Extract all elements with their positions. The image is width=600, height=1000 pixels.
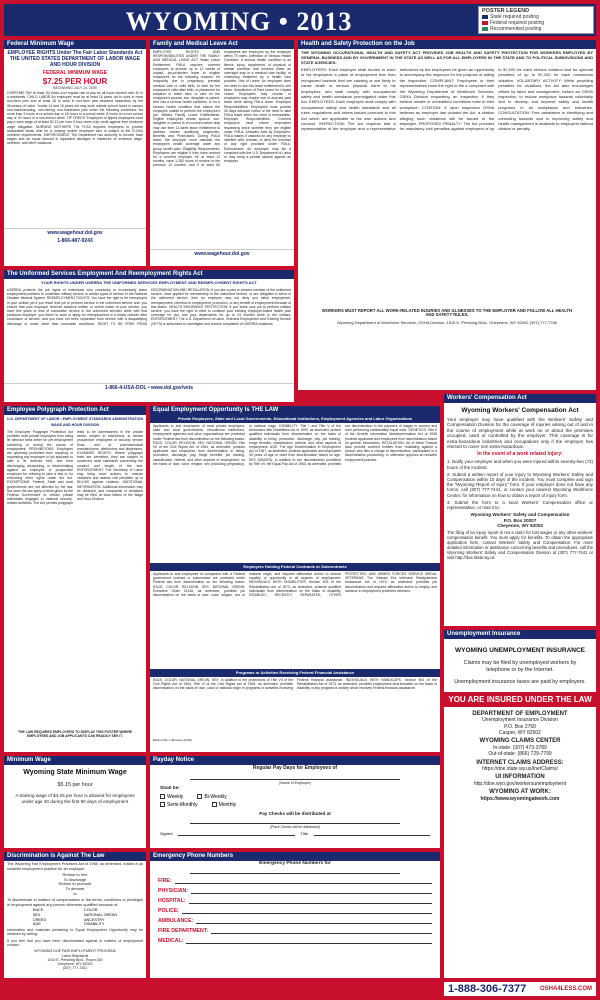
emergency-field-police[interactable] <box>150 906 440 916</box>
contact-line: 1510 E. Pershing Blvd., Room 150 <box>47 957 103 962</box>
field-label: POLICE: <box>158 908 180 915</box>
disc-action: To demote <box>65 885 85 891</box>
payday-heading: Regular Pay Days for Employees of <box>252 765 338 771</box>
unemployment-title: WYOMING UNEMPLOYMENT INSURANCE <box>455 647 585 654</box>
polygraph-panel <box>4 406 146 752</box>
panel-heading: YOUR RIGHTS UNDER USERRA THE UNIFORMED SERVICES EMPLOYMENT AND REEMPLOYMENT RIGHTS ACT <box>41 280 257 285</box>
wyoming-at-work <box>444 788 596 803</box>
contact-line: WYOMING DOE FAIR EMPLOYMENT PROGRAM <box>34 949 116 954</box>
field-label: FIRE DEPARTMENT: <box>158 928 209 935</box>
payday-option[interactable] <box>212 802 237 808</box>
legend-swatch <box>482 27 488 31</box>
disc-intro: The Wyoming Fair Employment Practices Act of 1965, as amended, makes it an unlawful employment practice for an employer: <box>7 862 143 871</box>
payday-panel <box>150 756 440 848</box>
vets-contact: 1-866-4-USA-DOL • www.dol.gov/vets <box>4 383 294 392</box>
emergency-field-fire-dept[interactable] <box>150 926 440 936</box>
fed-min-wage-date: BEGINNING JULY 24, 2009 <box>53 86 97 90</box>
panel-title: Emergency Phone Numbers <box>150 852 440 861</box>
checkbox-icon[interactable] <box>160 802 165 807</box>
eeo-federal-heading: Programs or Activities Receiving Federal Financial Assistance <box>150 669 440 677</box>
eeo-panel <box>150 406 440 752</box>
panel-heading: U.S. DEPARTMENT OF LABOR • EMPLOYMENT STANDARDS ADMINISTRATION WAGE AND HOUR DIVISION <box>6 417 144 427</box>
payday-option-label: Semi-Monthly <box>167 801 198 808</box>
disc-basis: AGE <box>32 922 41 927</box>
footer-brand: OSHA4LESS.COM <box>539 986 592 992</box>
signed-label: Signed <box>160 831 173 837</box>
field-line[interactable] <box>191 888 432 894</box>
title-label: Title <box>300 831 308 837</box>
field-line[interactable] <box>211 928 432 934</box>
ui-info <box>444 773 596 788</box>
work-url: https://www.wyomingatwork.com <box>480 795 560 802</box>
workers-comp-title: Wyoming Workers' Compensation Act <box>461 407 579 414</box>
footer-bar <box>4 982 440 996</box>
panel-body: EMPLOYEE RIGHTS AND RESPONSIBILITIES UNDER THE FAMILY AND MEDICAL LEAVE ACT. Basic Leave Entitlement: FMLA requires covered employers to provide up to 12 weeks of unpaid, job-protected leave to eligible employees for the following reasons: for incapacity due to pregnancy, prenatal medical care or child birth; to care for the employee's child after birth, or placement for adoption or foster care; to care for the employee's spouse, son, daughter or parent, who has a serious health condition; or for a serious health condition that makes the employee unable to perform the employee's job. Military Family Leave Entitlements: Eligible employees whose spouse, son, daughter or parent is on covered active duty may use their 12-week leave entitlement to address certain qualifying exigencies. Benefits and Protections: During FMLA leave, the employer must maintain the employee's health coverage under any group health plan. Eligibility Requirements: Employees are eligible if they have worked for a covered employer for at least 12 months, have 1,250 hours of service in the previous 12 months, and if at least 50 employees are employed by the employer within 75 miles. Definition of Serious Health Condition: A serious health condition is an illness, injury, impairment, or physical or mental condition that involves either an overnight stay in a medical care facility, or continuing treatment by a health care provider. Use of Leave: An employee does not need to use this leave entitlement in one block. Substitution of Paid Leave for Unpaid Leave: Employees may choose or employers may require use of accrued paid leave while taking FMLA leave. Employee Responsibilities: Employees must provide 30 days advance notice of the need to take FMLA leave when the need is foreseeable. Employer Responsibilities: Covered employers must inform employees requesting leave whether they are eligible under FMLA. Unlawful Acts by Employers: FMLA makes it unlawful for any employer to interfere with, restrain, or deny the exercise of any right provided under FMLA. Enforcement: An employee may file a complaint with the U.S. Department of Labor or may bring a private lawsuit against an employer. <box>153 50 291 168</box>
contact-line: Labor Standards <box>61 953 89 958</box>
field-label: HOSPITAL: <box>158 898 186 905</box>
panel-heading: EMPLOYEE RIGHTS Under The Fair Labor Standards Act THE UNITED STATES DEPARTMENT OF LABOR WAGE AND HOUR DIVISION <box>7 50 143 68</box>
address-line: P.O. Box 20207 <box>503 517 537 523</box>
fmla-panel <box>150 40 294 266</box>
ui-info-label: UI INFORMATION <box>495 774 545 781</box>
disc-bases-right <box>84 908 117 926</box>
discrimination-panel <box>4 852 146 978</box>
dol-phone: 1-866-487-9243 <box>57 238 93 244</box>
payday-close: Pay Checks will be distributed at <box>259 810 331 816</box>
payday-option[interactable] <box>160 802 198 808</box>
eeo-footer: EEOC-P/E-1 (Revised 11/09) <box>153 738 192 742</box>
emergency-field-fire[interactable] <box>150 876 440 886</box>
panel-title: Discrimination is Against The Law <box>4 852 146 861</box>
internet-claims <box>444 759 596 774</box>
contact-line: Cheyenne, WY 82002 <box>57 961 93 966</box>
eeo-contractors-heading: Employers Holding Federal Contracts or Subcontracts <box>150 563 440 571</box>
panel-title: Employee Polygraph Protection Act <box>4 406 146 415</box>
panel-title: Health and Safety Protection on the Job <box>298 40 596 49</box>
emergency-field-medical[interactable] <box>150 936 440 946</box>
fed-min-wage-sub: FEDERAL MINIMUM WAGE <box>42 70 108 76</box>
emergency-panel <box>150 852 440 978</box>
dept-line: Unemployment Insurance Division <box>482 717 558 724</box>
claims-center-name: WYOMING CLAIMS CENTER <box>479 738 561 745</box>
disc-bases <box>4 908 146 926</box>
field-line[interactable] <box>182 908 432 914</box>
payday-close-sub: (Place Checks will be distributed) <box>270 824 320 829</box>
address-line: Wyoming Workers' Safety and Compensation <box>470 512 570 518</box>
legend-label: State required posting <box>490 14 539 20</box>
dept-line: P.O. Box 2760 <box>504 723 536 730</box>
disc-basis: NATIONAL ORIGIN <box>83 912 118 917</box>
disc-action: To discharge <box>63 876 87 882</box>
field-label: AMBULANCE: <box>158 918 194 925</box>
legend-swatch <box>482 21 488 25</box>
field-line[interactable] <box>175 878 432 884</box>
emergency-field-ambulance[interactable] <box>150 916 440 926</box>
checkbox-icon[interactable] <box>160 794 165 799</box>
poster-title: WYOMING • 2013 <box>125 7 353 36</box>
disc-mid: To discriminate in matters of compensation or the terms, conditions or privileges of employment against any person otherwise qualified because of: <box>7 898 143 907</box>
claims-phone: Out-of-state: (866) 729-7799 <box>488 751 552 758</box>
panel-body: The Employee Polygraph Protection Act prohibits most private employers from using lie detector tests either for pre-employment screening or during the course of employment. PROHIBITIONS: Employers are generally prohibited from requiring or requesting any employee or job applicant to take a lie detector test, and from discharging, disciplining, or discriminating against an employee or prospective employee for refusing to take a test or for exercising other rights under the Act. EXEMPTIONS: Federal, State and local governments are not affected by the law. Nor does the law apply to tests given by the Federal Government to certain private individuals engaged in national security-related activities. The Act permits polygraph tests to be administered in the private sector, subject to restrictions, to certain prospective employees of security service firms, and of pharmaceutical manufacturers, distributors and dispensers. EXAMINEE RIGHTS: Where polygraph tests are permitted, they are subject to numerous strict standards concerning the conduct and length of the test. ENFORCEMENT: The Secretary of Labor may bring court actions to restrain violations and assess civil penalties up to $10,000 against violators. ADDITIONAL INFORMATION: Additional information may be obtained, and complaints of violations may be filed, at local offices of the Wage and Hour Division. <box>7 430 143 506</box>
panel-body: USERRA protects the job rights of individuals who voluntarily or involuntarily leave employment positions to undertake military service or certain types of service in the National Disaster Medical System. REEMPLOYMENT RIGHTS: You have the right to be reemployed in your civilian job if you leave that job to perform service in the uniformed service and: you ensure that your employer receives advance written or verbal notice of your service; you have five years or less of cumulative service in the uniformed services while with that particular employer; you return to work or apply for reemployment in a timely manner after conclusion of service; and you have not been separated from service with a disqualifying discharge or under other than honorable conditions. RIGHT TO BE FREE FROM DISCRIMINATION AND RETALIATION: If you are a past or present member of the uniformed service, have applied for membership in the uniformed service, or are obligated to serve in the uniformed service, then an employer may not deny you initial employment, reemployment, retention in employment, promotion, or any benefit of employment because of this status. HEALTH INSURANCE PROTECTION: If you leave your job to perform military service, you have the right to elect to continue your existing employer-based health plan coverage for you and your dependents for up to 24 months while in the military. ENFORCEMENT: The U.S. Department of Labor, Veterans Employment and Training Service (VETS) is authorized to investigate and resolve complaints of USERRA violations. <box>7 288 291 326</box>
unemployment-claims: Claims may be filed by unemployed workers by telephone or by the Internet. <box>463 660 577 673</box>
payday-option[interactable] <box>197 794 226 800</box>
signed-line[interactable] <box>178 831 294 836</box>
address-line: Cheyenne, WY 82002 <box>497 523 543 529</box>
emergency-for-line[interactable] <box>190 869 400 874</box>
legend-swatch <box>482 15 488 19</box>
disc-contact <box>4 948 146 971</box>
eeo-heading: Private Employers, State and Local Governments, Educational Institutions, Employment Agencies and Labor Organizations <box>150 415 440 423</box>
dept-name: DEPARTMENT OF EMPLOYMENT <box>472 710 568 717</box>
panel-title: Workers' Compensation Act <box>444 394 596 403</box>
disc-basis: COLOR <box>83 908 98 913</box>
panel-body: OVERTIME PAY At least 1½ times your regular rate of pay for all hours worked over 40 in a workweek. CHILD LABOR An employee must be at least 16 years old to work in most non-farm jobs and at least 18 to work in non-farm jobs declared hazardous by the Secretary of Labor. Youths 14 and 15 years old may work outside school hours in various non-manufacturing, non-mining, non-hazardous jobs under the following conditions: No more than 3 hours on a school day or 18 hours in a school week; 8 hours on a non-school day or 40 hours in a non-school week. TIP CREDIT Employers of tipped employees must pay a cash wage of at least $2.13 per hour if they claim a tip credit against their minimum wage obligation. NURSING MOTHERS The FLSA requires employers to provide reasonable break time for a nursing mother employee who is subject to the FLSA's overtime requirements. ENFORCEMENT The Department has authority to recover back wages and an equal amount in liquidated damages in instances of minimum wage, overtime, and other violations. <box>7 91 143 146</box>
claims-phone: In-state: (307) 473-3789 <box>493 744 547 751</box>
field-label: MEDICAL: <box>158 938 184 945</box>
emergency-sub: Emergency Phone Numbers for <box>259 861 331 866</box>
workers-comp-panel <box>444 394 596 626</box>
fed-min-wage-panel <box>4 40 146 266</box>
userra-panel <box>4 270 294 402</box>
disc-basis: CREED <box>32 917 47 922</box>
payday-shall-be: Shall be: <box>160 786 180 792</box>
insured-banner: YOU ARE INSURED UNDER THE LAW <box>444 692 596 707</box>
disc-actions <box>4 872 146 897</box>
payday-by: (Name of Employer) <box>278 781 312 786</box>
panel-title: Minimum Wage <box>4 756 146 765</box>
payday-option-label: Bi-Weekly <box>204 793 227 800</box>
emergency-field-hospital[interactable] <box>150 896 440 906</box>
poster-legend <box>478 6 594 34</box>
footer-phone: 1-888-306-7377 <box>448 983 527 995</box>
disc-basis: ANCESTRY <box>83 917 105 922</box>
eeo-contractors-body: Applicants to and employees of companies with a Federal government contract or subcontract are protected under Federal law from discrimination on the following bases: RACE, COLOR, RELIGION, SEX, NATIONAL ORIGIN. Executive Order 11246, as amended, prohibits job discrimination on the basis of race, color, religion, sex or national origin, and requires affirmative action to ensure equality of opportunity in all aspects of employment. INDIVIDUALS WITH DISABILITIES: Section 503 of the Rehabilitation Act of 1973, as amended, protects qualified individuals from discrimination on the basis of disability. DISABLED, RECENTLY SEPARATED, OTHER PROTECTED, AND ARMED FORCES SERVICE MEDAL VETERANS: The Vietnam Era Veterans' Readjustment Assistance Act of 1974, as amended, prohibits job discrimination and requires affirmative action to employ and advance in employment protected veterans. <box>153 572 437 598</box>
workers-comp-step: 3. Submit the form to a local Workers' Compensation office or representative, or mail it to: <box>447 499 593 511</box>
emergency-field-physician[interactable] <box>150 886 440 896</box>
workers-comp-step: 2. Submit a written report of your injury to Wyoming Workers' Safety and Compensation within 10 days of the incident. You must complete and sign the "Wyoming Report of Injury" form. If your employer does not have any forms, call (307) 777-7441, or contact your nearest Wyoming Workforce Center, for information on how to obtain a report of injury form. <box>447 471 593 498</box>
workers-comp-intro: Your employer may have qualified with the Workers' Safety and Compensation Division for the coverage of injuries arising out of and in the course of employment while at work on or about the premises occupied, used or controlled by the employer. This coverage is for extra-hazardous industries and occupations only if the employer has elected to cover non extra-hazardous. <box>447 417 593 450</box>
disc-bases-left <box>33 908 46 926</box>
field-line[interactable] <box>189 898 432 904</box>
panel-title: Payday Notice <box>150 756 440 765</box>
poster-footer <box>444 982 596 996</box>
workers-comp-address <box>444 511 596 529</box>
payday-option[interactable] <box>160 794 183 800</box>
wy-min-wage-title: Wyoming State Minimum Wage <box>23 769 127 776</box>
disc-action: Refuse to promote <box>58 881 92 887</box>
disc-complaint: If you feel that you have been discriminated against in matters of employment contact: <box>7 938 143 947</box>
panel-title: Unemployment Insurance <box>444 630 596 639</box>
unemployment-panel <box>444 630 596 978</box>
vets-website: www.dol.gov/vets <box>151 385 194 391</box>
checkbox-icon[interactable] <box>197 794 202 799</box>
legend-title: POSTER LEGEND <box>482 8 530 14</box>
osha-panel <box>298 40 596 390</box>
wy-min-wage-panel <box>4 756 146 848</box>
panel-title: Family and Medical Leave Act <box>150 40 294 49</box>
ui-info-url: http://doe.wyo.gov/workersunemployment <box>473 780 567 787</box>
dol-website: www.wagehour.dol.gov <box>4 228 146 237</box>
legend-label: Recommended posting <box>490 26 542 32</box>
poster-header <box>4 4 596 36</box>
payday-option-label: Monthly <box>218 801 237 808</box>
dol-website: www.wagehour.dol.gov <box>150 249 294 258</box>
panel-title: The Uniformed Services Employment And Reemployment Rights Act <box>4 270 294 279</box>
unemployment-dept <box>444 707 596 738</box>
osha-contact: Wyoming Department of Workforce Services, OSHA Division, 1510 E. Pershing Blvd., Cheyenne, WY 82002 (307) 777-7786 <box>337 320 557 326</box>
workers-comp-event: In the event of a work related injury: <box>477 451 563 458</box>
field-label: PHYSICIAN: <box>158 888 188 895</box>
osha-footer: WORKERS MUST REPORT ALL WORK-RELATED INJURIES AND ILLNESSES TO THE EMPLOYER AND FOLLOW ALL HEALTH AND SAFETY RULES. <box>321 308 573 318</box>
payday-signature <box>150 830 440 837</box>
disc-action: Refuse to hire <box>62 872 88 878</box>
disc-or: or <box>73 890 77 896</box>
polygraph-footer: THE LAW REQUIRES EMPLOYERS TO DISPLAY THIS POSTER WHERE EMPLOYEES AND JOB APPLICANTS CAN READILY SEE IT. <box>17 730 133 739</box>
payday-option-label: Weekly <box>167 793 184 800</box>
vets-phone: 1-866-4-USA-DOL <box>104 385 147 391</box>
disc-info: Information and materials pertaining to Equal Employment Opportunity may be obtained by writing: <box>7 927 143 937</box>
work-label: WYOMING AT WORK: <box>489 789 551 796</box>
wy-min-wage-rate: $5.15 per hour <box>57 782 93 788</box>
payday-options <box>150 801 440 809</box>
legend-item <box>482 26 590 32</box>
wy-min-wage-note: A training wage of $4.25 per hour is allowed for employees under age 20 during the first 90 days of employment <box>15 793 135 804</box>
osha-intro: THE WYOMING OCCUPATIONAL HEALTH AND SAFETY ACT PROVIDES JOB HEALTH AND SAFETY PROTECTION FOR WORKERS EMPLOYED BY GENERAL BUSINESS AND BY GOVERNMENT IN THE STATE AS WELL AS FOR ALL EMPLOYERS IN THE STATE AND TO POLITICAL SUBDIVISIONS AND STATE AGENCIES. <box>301 50 593 65</box>
eeo-federal-body: RACE, COLOR, NATIONAL ORIGIN, SEX: In addition to the protections of Title VII of the Civil Rights Act of 1964, Title VI of the Civil Rights Act of 1964, as amended, prohibits discrimination on the basis of race, color or national origin in programs or activities receiving Federal financial assistance. INDIVIDUALS WITH HANDICAPS: Section 504 of the Rehabilitation Act of 1973, as amended, prohibits employment discrimination on the basis of disability in any program or activity which receives Federal financial assistance. <box>153 678 437 691</box>
internet-label: INTERNET CLAIMS ADDRESS: <box>476 759 564 766</box>
field-line[interactable] <box>196 918 432 924</box>
workers-comp-step: 1. Notify your employer and when you were injured within seventy-two (72) hours of the incident. <box>447 459 593 470</box>
fed-min-wage-rate: $7.25 PER HOUR <box>42 77 108 86</box>
panel-body: EMPLOYERS: Each employer shall furnish to each of his employees a place of employment free from recognized hazards that are causing or are likely to cause death or serious physical harm to his employees, and shall comply with occupational safety and health standards promulgated under this Act. EMPLOYEES: Each employee shall comply with occupational safety and health standards and all rules, regulations and orders issued pursuant to this Act which are applicable to his own actions and conduct. INSPECTION: The Act requires that a representative of the employer and a representative authorized by the employees be given an opportunity to accompany the inspector for the purpose of aiding the inspection. COMPLAINT: Employees or their representatives have the right to file a complaint with the Wyoming Department of Workforce Services, OSHA Division requesting an inspection if they believe unsafe or unhealthful conditions exist in their workplace. CITATION: If upon inspection OSHA believes an employer has violated the Act, a citation alleging such violations will be issued to the employer. PROPOSED PENALTY: The Act provides for mandatory civil penalties against employers of up to $7,000 for each serious violation and for optional penalties of up to $7,000 for each nonserious violation. VOLUNTARY ACTIVITY: While providing penalties for violations, the Act also encourages efforts by labor and management, before an OSHA inspection, to reduce workplace hazards voluntarily and to develop and improve safety and health programs in all workplaces and industries. CONSULTATION: Free assistance in identifying and correcting hazards and in improving safety and health management is available to employers without citation or penalty. <box>301 67 593 132</box>
disc-basis: SEX <box>32 912 41 917</box>
workers-comp-body: The filing of an injury report is not a claim for lost wages or any other workers' compensation benefit. You must apply for benefits. To obtain the appropriate application form, contact Workers' Safety and Compensation. For more detailed information or assistance concerning benefits and procedures, call the Wyoming Workers' Safety and Compensation Division at (307) 777-7441 or visit http://doe.state.wy.us <box>447 530 593 561</box>
title-line[interactable] <box>314 831 430 836</box>
panel-title: Equal Employment Opportunity Is THE LAW <box>150 406 440 415</box>
payday-options <box>150 793 440 801</box>
contact-line: (307) 777-7261 <box>62 966 88 971</box>
field-label: FIRE: <box>158 878 172 885</box>
claims-center <box>444 737 596 758</box>
checkbox-icon[interactable] <box>212 802 217 807</box>
dept-line: Casper, WY 82602 <box>499 730 541 736</box>
field-line[interactable] <box>186 938 432 944</box>
eeo-body: Applicants to and employees of most private employers, state and local governments, educational institutions, employment agencies and labor organizations are protected under Federal law from discrimination on the following bases: RACE, COLOR, RELIGION, SEX, NATIONAL ORIGIN. Title VII of the Civil Rights Act of 1964, as amended, protects applicants and employees from discrimination in hiring, promotion, discharge, pay, fringe benefits, job training, classification, referral, and other aspects of employment, on the basis of race, color, religion, sex (including pregnancy), or national origin. DISABILITY: Title I and Title V of the Americans with Disabilities Act of 1990, as amended, protect qualified individuals from discrimination on the basis of disability in hiring, promotion, discharge, pay, job training, fringe benefits, classification, referral, and other aspects of employment. AGE: The Age Discrimination in Employment Act of 1967, as amended, protects applicants and employees 40 years of age or older from discrimination based on age. SEX (WAGES): In addition to sex discrimination prohibited by Title VII, the Equal Pay Act of 1963, as amended, prohibits sex discrimination in the payment of wages to women and men performing substantially equal work. GENETICS: Title II of the Genetic Information Nondiscrimination Act of 2008 protects applicants and employees from discrimination based on genetic information. RETALIATION: All of these Federal laws prohibit covered entities from retaliating against a person who files a charge of discrimination, participates in a discrimination proceeding, or otherwise opposes an unlawful employment practice. <box>153 424 437 466</box>
disc-basis: RACE <box>32 908 44 913</box>
panel-title: Federal Minimum Wage <box>4 40 146 49</box>
legend-label: Federal required posting <box>490 20 545 26</box>
unemployment-taxes: Unemployment insurance taxes are paid by employers. <box>454 679 586 686</box>
internet-url: https://doe.state.wy.us/InetClaims/ <box>482 766 558 773</box>
disc-basis: DISABILITY <box>83 922 105 927</box>
